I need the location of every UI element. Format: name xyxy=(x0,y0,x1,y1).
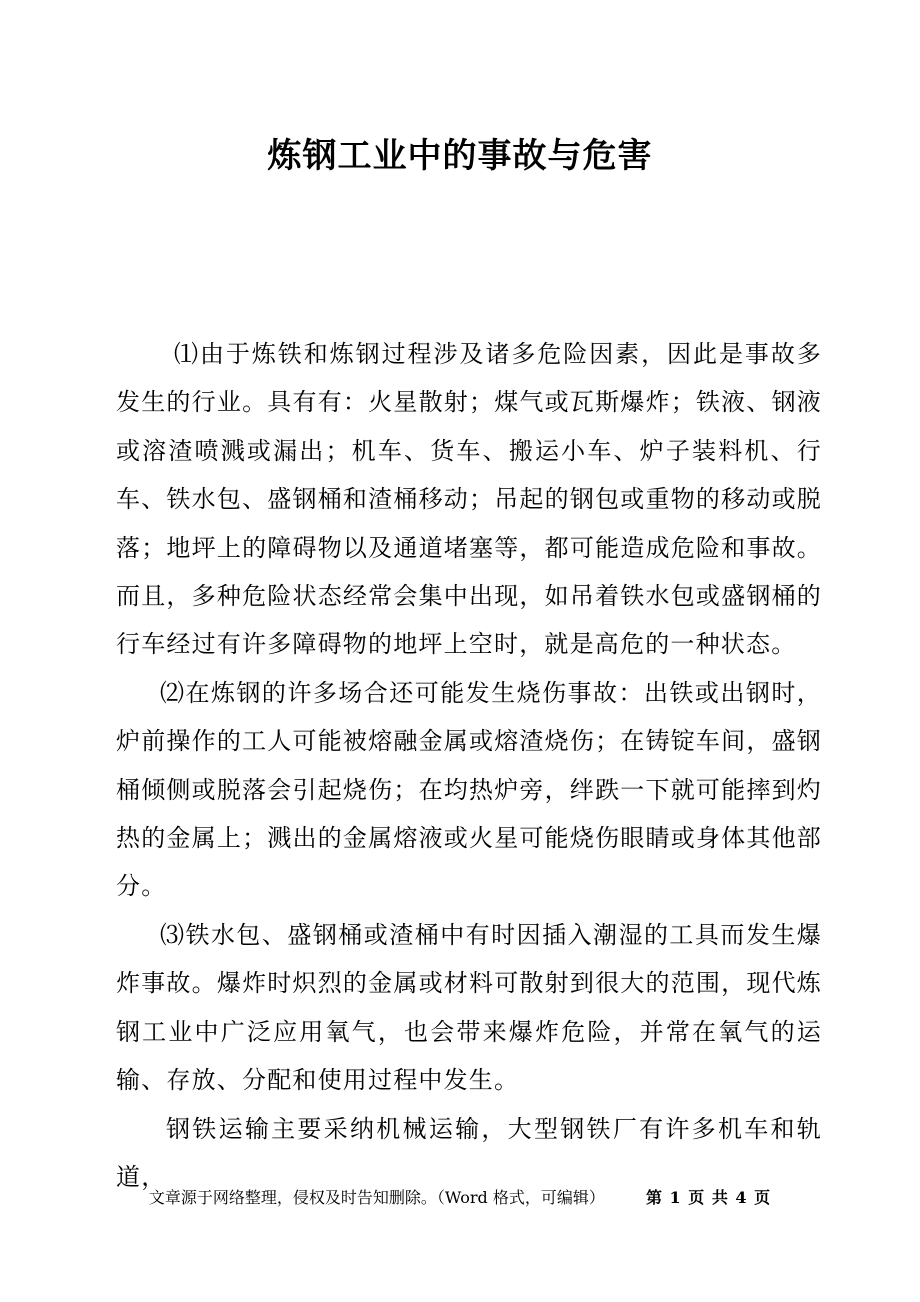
page-number: 第 1 页 共 4 页 xyxy=(645,1188,772,1207)
document-title: 炼钢工业中的事故与危害 xyxy=(267,136,653,176)
paragraph-3: ⑶铁水包、盛钢桶或渣桶中有时因插入潮湿的工具而发生爆炸事故。爆炸时炽烈的金属或材料可散射到很大的范围，现代炼钢工业中广泛应用氧气，也会带来爆炸危险，并常在氧气的运输、存放、分配和使用过程中发生。 xyxy=(116,920,822,1095)
page-footer xyxy=(0,1186,920,1210)
paragraph-1: ⑴由于炼铁和炼钢过程涉及诸多危险因素，因此是事故多发生的行业。具有有：火星散射；煤气或瓦斯爆炸；铁液、钢液或溶渣喷溅或漏出；机车、货车、搬运小车、炉子装料机、行车、铁水包、盛钢桶和渣桶移动；吊起的钢包或重物的移动或脱落；地坪上的障碍物以及通道堵塞等，都可能造成危险和事故。而且，多种危险状态经常会集中出现，如吊着铁水包或盛钢桶的行车经过有许多障碍物的地坪上空时，就是高危的一种状态。 xyxy=(116,340,822,659)
paragraph-4: 钢铁运输主要采纳机械运输，大型钢铁厂有许多机车和轨道， xyxy=(116,1114,822,1191)
document-body xyxy=(116,330,822,1201)
footer-note: 文章源于网络整理，侵权及时告知删除。（Word 格式，可编辑） xyxy=(148,1188,605,1207)
paragraph-2: ⑵在炼钢的许多场合还可能发生烧伤事故：出铁或出钢时，炉前操作的工人可能被熔融金属或熔渣烧伤；在铸锭车间，盛钢桶倾侧或脱落会引起烧伤；在均热炉旁，绊跌一下就可能摔到灼热的金属上；溅出的金属熔液或火星可能烧伤眼睛或身体其他部分。 xyxy=(116,678,822,901)
